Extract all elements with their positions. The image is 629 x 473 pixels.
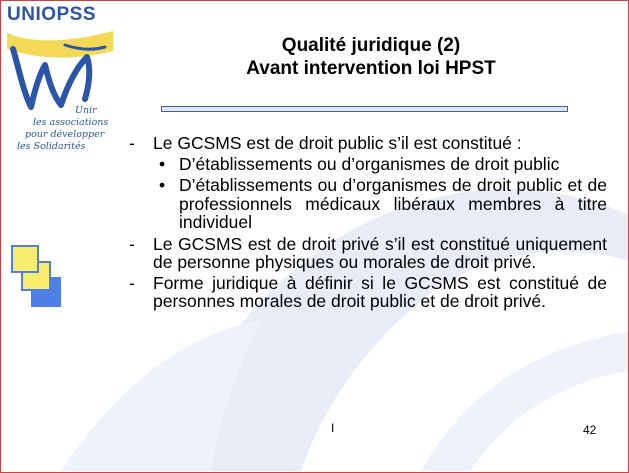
sub-list-item xyxy=(129,155,607,174)
tagline-line: pour développer xyxy=(25,129,105,140)
bullet-marker: • xyxy=(159,175,166,195)
slide-title xyxy=(161,34,581,80)
list-item-text: Forme juridique à définir si le GCSMS est constitué de personnes morales de droit public et de droit privé. xyxy=(153,272,607,311)
tagline-line: Unir xyxy=(75,105,97,116)
tagline-line: les associations xyxy=(33,117,109,128)
list-item xyxy=(129,134,607,153)
sub-list-item xyxy=(129,176,607,232)
list-item-text: Le GCSMS est de droit privé s’il est constitué uniquement de personne physiques ou morales de droit privé. xyxy=(153,233,607,272)
footer-mark: I xyxy=(331,421,335,435)
page-number: 42 xyxy=(583,423,597,437)
logo-tagline xyxy=(15,105,125,153)
sub-list-item-text: D’établissements ou d’organismes de droit public et de professionnels médicaux libéraux membres à titre individuel xyxy=(179,175,607,232)
sub-list-item-text: D’établissements ou d’organismes de droit public xyxy=(179,153,560,174)
title-divider xyxy=(161,106,568,112)
title-line-2: Avant intervention loi HPST xyxy=(246,58,496,79)
dash-marker: - xyxy=(129,272,135,293)
list-item xyxy=(129,235,607,272)
dash-marker: - xyxy=(129,133,135,153)
tagline-line: les Solidarités xyxy=(17,141,86,152)
logo-name: UNIOPSS xyxy=(7,4,97,25)
list-item xyxy=(129,274,607,311)
dash-marker: - xyxy=(129,233,135,254)
list-item-text: Le GCSMS est de droit public s’il est constitué : xyxy=(153,133,522,153)
bullet-marker: • xyxy=(159,153,166,174)
title-line-1: Qualité juridique (2) xyxy=(281,35,461,56)
slide-content xyxy=(129,134,607,313)
uniopss-logo-icon xyxy=(5,29,115,117)
decorative-squares-icon xyxy=(9,241,69,311)
